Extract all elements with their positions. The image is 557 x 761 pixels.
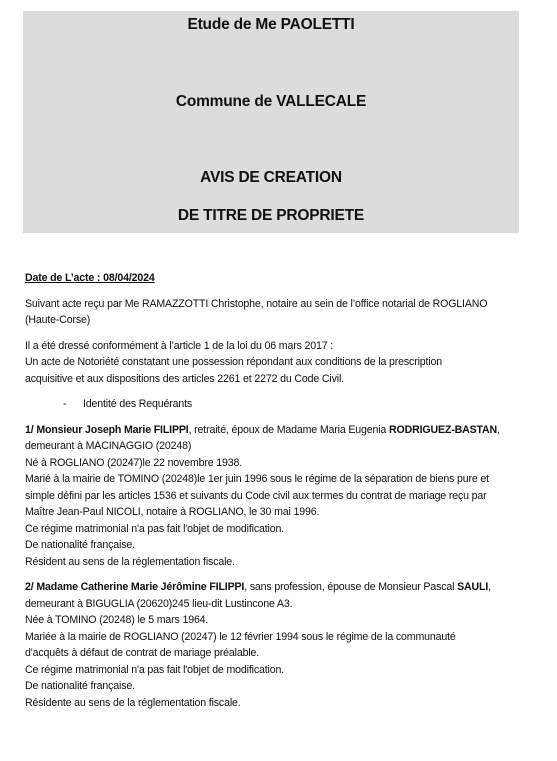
person-2-line: d'acquêts à défaut de contrat de mariage préalable. [25,647,260,659]
notoriety-paragraph [25,338,525,388]
notoriety-line: Un acte de Notoriété constatant une possession répondant aux conditions de la prescription [25,356,442,368]
notice-title: AVIS DE CREATION [200,169,342,186]
bullet-dash: - [63,398,67,410]
header-box [23,11,519,233]
person-1-line: simple défini par les articles 1536 et suivants du Code civil aux termes du contrat de mariage reçu par [25,489,487,502]
notoriety-line: acquisitive et aux dispositions des articles 2261 et 2272 du Code Civil. [25,372,344,385]
person-1-line: Né à ROGLIANO (20247)le 22 novembre 1938. [25,456,243,469]
document-body [25,270,525,711]
notice-subtitle: DE TITRE DE PROPRIETE [177,207,365,224]
intro-line: (Haute-Corse) [25,314,91,326]
person-1-number: 1/ [25,423,37,436]
person-2-number: 2/ [25,581,37,593]
intro-line: Suivant acte reçu par Me RAMAZZOTTI Christophe, notaire au sein de l’office notarial de ROGLIANO [25,297,488,310]
person-2-desc-end: , [488,581,491,593]
person-1-block [25,422,525,571]
commune-title: Commune de VALLECALE [175,93,367,110]
person-2-header [25,579,525,596]
act-date: Date de L’acte : 08/04/2024 [25,272,155,284]
person-1-desc: , retraité, époux de Madame Maria Eugenia [188,423,389,436]
person-2-spouse: SAULI [457,581,489,593]
person-2-line: De nationalité française. [25,680,135,692]
person-2-line: Née à TOMINO (20248) le 5 mars 1964. [25,614,209,626]
applicants-label: Identité des Requérants [83,398,193,410]
person-2-line: Mariée à la mairie de ROGLIANO (20247) le 12 février 1994 sous le régime de la communauté [25,630,456,643]
person-1-line: demeurant à MACINAGGIO (20248) [25,440,192,452]
person-1-spouse: RODRIGUEZ-BASTAN [388,423,498,436]
person-2-block [25,579,525,711]
notoriety-line: Il a été dressé conformément à l’article 1 de la loi du 06 mars 2017 : [25,339,334,352]
person-1-line: De nationalité française. [25,539,135,551]
person-1-line: Maître Jean-Paul NICOLI, notaire à ROGLIANO, le 30 mai 1996. [25,506,320,518]
person-1-line: Résident au sens de la réglementation fiscale. [25,555,235,568]
study-title: Etude de Me PAOLETTI [187,16,355,33]
person-1-desc-end: , [497,423,500,436]
person-2-line: Ce régime matrimonial n'a pas fait l'objet de modification. [25,663,284,676]
applicants-heading [25,396,525,413]
person-1-line: Marié à la mairie de TOMINO (20248)le 1er juin 1996 sous le régime de la séparation de biens pure et [25,473,489,485]
person-1-name: Monsieur Joseph Marie FILIPPI [36,423,189,436]
person-2-line: demeurant à BIGUGLIA (20620)245 lieu-dit Lustincone A3. [25,597,293,610]
person-1-header [25,422,525,439]
person-2-line: Résidente au sens de la réglementation fiscale. [25,696,241,709]
intro-paragraph [25,296,525,329]
person-2-name: Madame Catherine Marie Jérômine FILIPPI [36,581,245,593]
person-1-line: Ce régime matrimonial n'a pas fait l'objet de modification. [25,522,284,535]
person-2-desc: , sans profession, épouse de Monsieur Pascal [244,581,458,593]
